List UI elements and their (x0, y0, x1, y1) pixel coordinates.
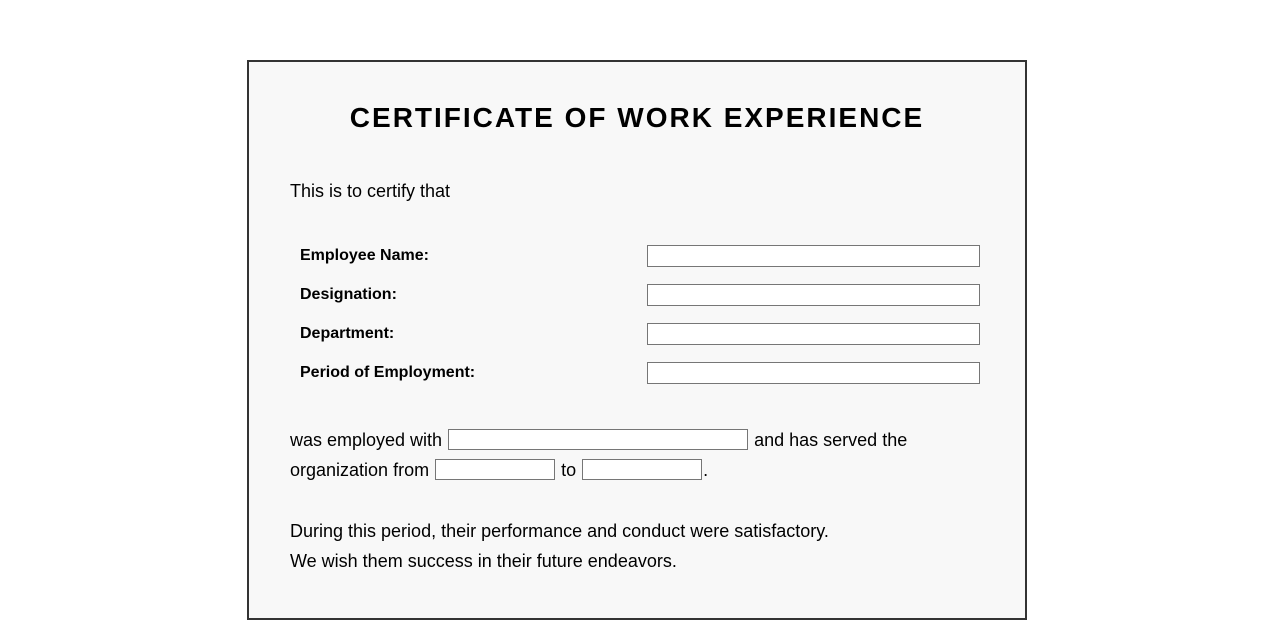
department-label: Department: (300, 325, 395, 342)
employee-details-form (300, 244, 990, 400)
employee-name-label: Employee Name: (300, 247, 429, 264)
designation-label: Designation: (300, 286, 397, 303)
organization-input[interactable] (448, 429, 748, 450)
period-of-employment-input[interactable] (647, 362, 980, 384)
field-row-designation (300, 283, 990, 322)
to-text: to (561, 460, 577, 480)
employment-paragraph (290, 425, 907, 485)
period-punctuation: . (703, 460, 709, 480)
field-row-period-of-employment (300, 361, 990, 400)
field-row-employee-name (300, 244, 990, 283)
designation-input[interactable] (647, 284, 980, 306)
to-date-input[interactable] (582, 459, 702, 480)
from-date-input[interactable] (435, 459, 555, 480)
employment-line-1 (290, 425, 907, 455)
organization-from-text: organization from (290, 460, 430, 480)
period-of-employment-label: Period of Employment: (300, 364, 476, 381)
closing-paragraph (290, 516, 829, 576)
closing-line-2: We wish them success in their future endeavors. (290, 551, 677, 571)
certificate-container (247, 60, 1027, 620)
certificate-title: CERTIFICATE OF WORK EXPERIENCE (349, 102, 925, 133)
served-the-text: and has served the (754, 430, 908, 450)
employment-line-2 (290, 455, 907, 485)
employed-with-text: was employed with (290, 430, 443, 450)
intro-text: This is to certify that (290, 181, 451, 201)
closing-line-1: During this period, their performance and conduct were satisfactory. (290, 521, 829, 541)
field-row-department (300, 322, 990, 361)
employee-name-input[interactable] (647, 245, 980, 267)
department-input[interactable] (647, 323, 980, 345)
